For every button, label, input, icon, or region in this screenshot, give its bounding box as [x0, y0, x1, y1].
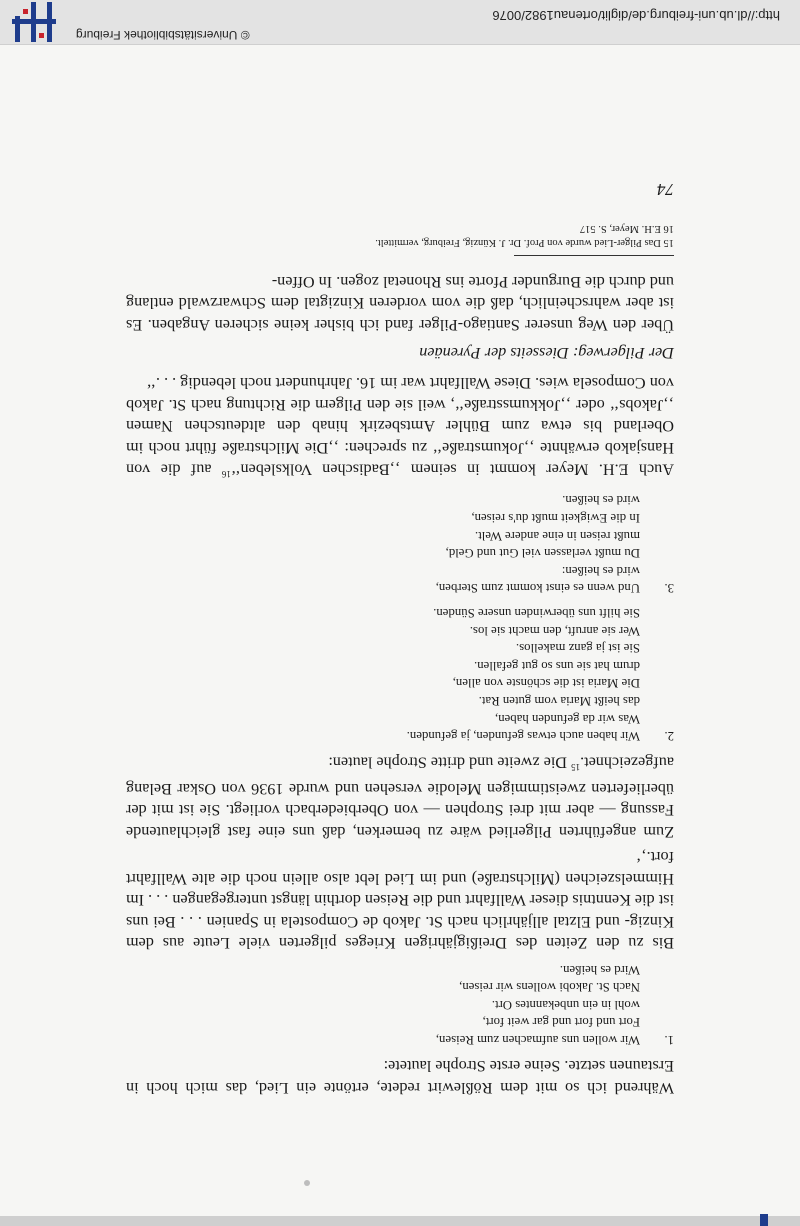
verse-2 [126, 603, 674, 744]
verse-line: wohl in ein unbekanntes Ort. [491, 997, 640, 1012]
verse-line: wird es heißen. [562, 493, 640, 508]
verse-line: Und wenn es einst kommt zum Sterben, [435, 581, 640, 596]
footnote-ref-15: 15 [571, 762, 581, 773]
scan-edge-mark [760, 1214, 768, 1226]
verse-line: In die Ewigkeit mußt du's reisen, [471, 511, 640, 526]
page-text [126, 179, 674, 1098]
source-url[interactable]: http://dl.ub.uni-freiburg.de/diglit/ortenau1982/0076 [492, 8, 780, 23]
footer-bar [0, 0, 800, 45]
footnote-16: 16 E.H. Meyer, S. 517 [579, 223, 674, 235]
verse-number: 1. [664, 1033, 674, 1047]
verse-line: Die Maria ist die schönste von allen, [452, 676, 640, 691]
scan-dust-dot [304, 1180, 310, 1186]
verse-line: Du mußt verlassen viel Gut und Geld, [445, 546, 640, 561]
verse-line: drum hat sie uns so gut gefallen. [474, 658, 640, 673]
verse-line: Sie ist ja ganz makellos. [515, 641, 640, 656]
paragraph-4-text: Auch E.H. Meyer kommt in seinem ‚‚Badischen Volksleben‘‘ [230, 460, 674, 479]
verse-line: Was wir da gefunden haben, [494, 711, 640, 726]
paragraph-5: Über den Weg unserer Santiago-Pilger fand ich bisher keine sicheren Angaben. Es ist aber wahrscheinlich, daß die vom vorderen Kinzigtal dem Schwarzwald entlang und durch die Burgunder Pforte ins Rhonetal zogen. In Offen- [126, 272, 674, 334]
university-logo-icon [12, 2, 56, 42]
verse-line: das heißt Maria vom guten Rat. [478, 693, 640, 708]
verse-number: 2. [664, 729, 674, 744]
section-heading: Der Pilgerweg: Diesseits der Pyrenäen [419, 343, 674, 362]
paragraph-4-text-end: auf die von Hansjakob erwähnte ‚‚Jokumstraße‘‘ zu sprechen: ‚‚Die Milchstraße führt noch im Oberland bis etwa zum Bühler Amtsbezirk hinab den altdeutschen Namen ‚‚Jakobs‘‘ oder ‚‚Jokkumsstraße‘‘, weil sie den Pilgern die Richtung nach St. Jakob von Composela wies. Diese Wallfahrt war im 16. Jahrhundert noch lebendig . . .‘‘ [126, 374, 674, 479]
paragraph-3-text-end: Die zweite und dritte Strophe lauten: [328, 753, 572, 772]
verse-3 [126, 491, 674, 597]
footnote-ref-16: 16 [221, 468, 231, 479]
copyright-text: © Universitätsbibliothek Freiburg [76, 28, 250, 42]
paragraph-2: Bis zu den Zeiten des Dreißigjährigen Krieges pilgerten viele Leute aus dem Kinzig- und Elztal alljährlich nach St. Jakob de Compostela in Spanien . . . Bei uns ist die Kenntnis dieser Wallfahrt und die Reisen dorthin längst untergegangen . . . Im Himmelszeichen (Milchstraße) und im Lied lebt also allein noch die alte Wallfahrt fort.‚‘ [126, 848, 674, 953]
verse-line: Fort und fort und gar weit fort, [482, 1015, 640, 1030]
page-number: 74 [657, 180, 674, 200]
scan-top-edge [0, 1216, 800, 1226]
footnote-15: 15 Das Pilger-Lied wurde von Prof. Dr. J. Künzig, Freiburg, vermittelt. [375, 237, 674, 249]
footnote-divider [514, 255, 674, 256]
paragraph-3 [126, 751, 674, 841]
verse-line: Wird es heißen. [559, 962, 640, 977]
verse-line: Wer sie anruft, den macht sie los. [469, 623, 640, 638]
verse-line: Sie hilft uns überwinden unsere Sünden. [433, 605, 640, 620]
verse-1 [126, 960, 674, 1048]
paragraph-1: Während ich so mit dem Rößlewirt redete, ertönte ein Lied, das mich hoch in Erstaunen setzte. Seine erste Strophe lautete: [126, 1057, 674, 1097]
verse-line: Wir haben auch etwas gefunden, ja gefunden. [406, 729, 640, 744]
verse-line: wird es heißen: [561, 563, 640, 578]
verse-line: Nach St. Jakobi wollens wir reisen, [459, 980, 640, 995]
verse-line: mußt reisen in eine andere Welt. [474, 528, 640, 543]
verse-line: Wir wollen uns aufmachen zum Reisen, [435, 1033, 640, 1047]
paragraph-4 [126, 372, 674, 484]
paragraph-3-text: Zum angeführten Pilgerlied wäre zu bemerken, daß uns eine fast gleichlautende Fassung — aber mit drei Strophen — von Oberbiederbach vorliegt. Sie ist mit der überlieferten zweistimmigen Melodie versehen und wurde 1936 von Oskar Belang aufgezeichnet. [126, 753, 674, 841]
verse-number: 3. [664, 581, 674, 596]
